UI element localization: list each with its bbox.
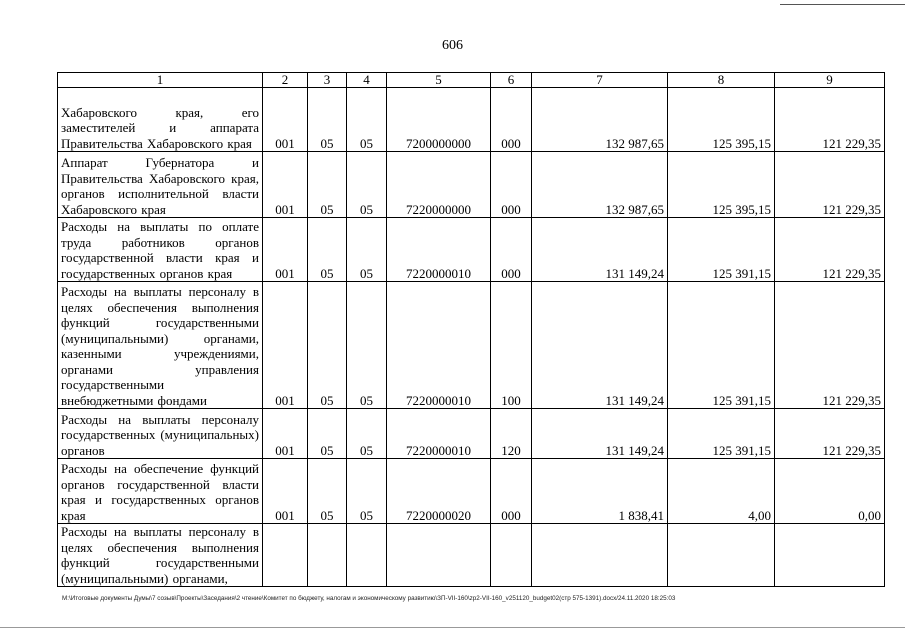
amount-year-3: 121 229,35 [775, 282, 885, 409]
row-name: Расходы на обеспечение функций органов государственной власти края и государственных органов края [58, 459, 263, 524]
subsection-code: 05 [347, 282, 387, 409]
header-cell-year-1: 7 [532, 73, 668, 88]
target-article-code: 7200000000 [387, 88, 491, 152]
header-cell-expense-type: 6 [491, 73, 532, 88]
subsection-code: 05 [347, 409, 387, 459]
ministry-code: 001 [263, 218, 308, 282]
expense-type-code [491, 524, 532, 587]
amount-year-1: 132 987,65 [532, 152, 668, 218]
header-cell-year-2: 8 [668, 73, 775, 88]
table-row [58, 282, 885, 409]
subsection-code: 05 [347, 218, 387, 282]
ministry-code: 001 [263, 152, 308, 218]
table-row [58, 409, 885, 459]
bottom-edge-rule [0, 627, 905, 628]
amount-year-2: 125 395,15 [668, 88, 775, 152]
section-code: 05 [308, 152, 347, 218]
table-row [58, 524, 885, 587]
subsection-code: 05 [347, 152, 387, 218]
expense-type-code: 000 [491, 88, 532, 152]
row-name: Расходы на выплаты по оплате труда работников органов государственной власти края и государственных органов края [58, 218, 263, 282]
amount-year-1: 131 149,24 [532, 282, 668, 409]
amount-year-3: 121 229,35 [775, 409, 885, 459]
section-code: 05 [308, 218, 347, 282]
amount-year-3: 121 229,35 [775, 152, 885, 218]
subsection-code [347, 524, 387, 587]
row-name: Аппарат Губернатора и Правительства Хабаровского края, органов исполнительной власти Хабаровского края [58, 152, 263, 218]
section-code: 05 [308, 88, 347, 152]
table-row [58, 218, 885, 282]
expense-type-code: 000 [491, 459, 532, 524]
expense-type-code: 120 [491, 409, 532, 459]
amount-year-1: 132 987,65 [532, 88, 668, 152]
header-cell-ministry: 2 [263, 73, 308, 88]
row-name: Расходы на выплаты персоналу в целях обеспечения выполнения функций государственными (муниципальными) органами, [58, 524, 263, 587]
target-article-code: 7220000020 [387, 459, 491, 524]
target-article-code [387, 524, 491, 587]
amount-year-3: 121 229,35 [775, 218, 885, 282]
header-cell-name: 1 [58, 73, 263, 88]
amount-year-2: 125 391,15 [668, 282, 775, 409]
budget-table [57, 72, 885, 587]
amount-year-2: 125 391,15 [668, 409, 775, 459]
subsection-code: 05 [347, 459, 387, 524]
header-cell-subsection: 4 [347, 73, 387, 88]
top-edge-rule [780, 4, 905, 5]
amount-year-2 [668, 524, 775, 587]
header-cell-section: 3 [308, 73, 347, 88]
ministry-code: 001 [263, 409, 308, 459]
target-article-code: 7220000010 [387, 218, 491, 282]
row-name: Расходы на выплаты персоналу в целях обеспечения выполнения функций государственными (муниципальными) органами, казенными учреждениями, органами управления государственными внебюджетными фондами [58, 282, 263, 409]
section-code: 05 [308, 459, 347, 524]
amount-year-1: 131 149,24 [532, 409, 668, 459]
amount-year-2: 125 395,15 [668, 152, 775, 218]
target-article-code: 7220000000 [387, 152, 491, 218]
section-code: 05 [308, 409, 347, 459]
amount-year-1: 1 838,41 [532, 459, 668, 524]
row-name: Хабаровского края, его заместителей и аппарата Правительства Хабаровского края [58, 88, 263, 152]
target-article-code: 7220000010 [387, 409, 491, 459]
footer-file-path: M:\Итоговые документы Думы\7 созыв\Проекты\Заседания\2 чтение\Комитет по бюджету, налогам и экономическому развитию\ЗП-VII-160\zp2-VII-160_v251120_budget02(стр 575-1391).docx/24.11.2020 18:25:03 [62, 595, 676, 602]
subsection-code: 05 [347, 88, 387, 152]
section-code [308, 524, 347, 587]
target-article-code: 7220000010 [387, 282, 491, 409]
header-cell-target-article: 5 [387, 73, 491, 88]
amount-year-2: 125 391,15 [668, 218, 775, 282]
table-row [58, 152, 885, 218]
amount-year-1: 131 149,24 [532, 218, 668, 282]
amount-year-3: 0,00 [775, 459, 885, 524]
row-name: Расходы на выплаты персоналу государственных (муниципальных) органов [58, 409, 263, 459]
ministry-code: 001 [263, 459, 308, 524]
amount-year-2: 4,00 [668, 459, 775, 524]
ministry-code [263, 524, 308, 587]
amount-year-3: 121 229,35 [775, 88, 885, 152]
expense-type-code: 000 [491, 152, 532, 218]
expense-type-code: 100 [491, 282, 532, 409]
table-row [58, 459, 885, 524]
ministry-code: 001 [263, 88, 308, 152]
amount-year-3 [775, 524, 885, 587]
ministry-code: 001 [263, 282, 308, 409]
page-number: 606 [442, 38, 463, 53]
table-row [58, 88, 885, 152]
expense-type-code: 000 [491, 218, 532, 282]
section-code: 05 [308, 282, 347, 409]
header-cell-year-3: 9 [775, 73, 885, 88]
table-header-row [58, 73, 885, 88]
amount-year-1 [532, 524, 668, 587]
